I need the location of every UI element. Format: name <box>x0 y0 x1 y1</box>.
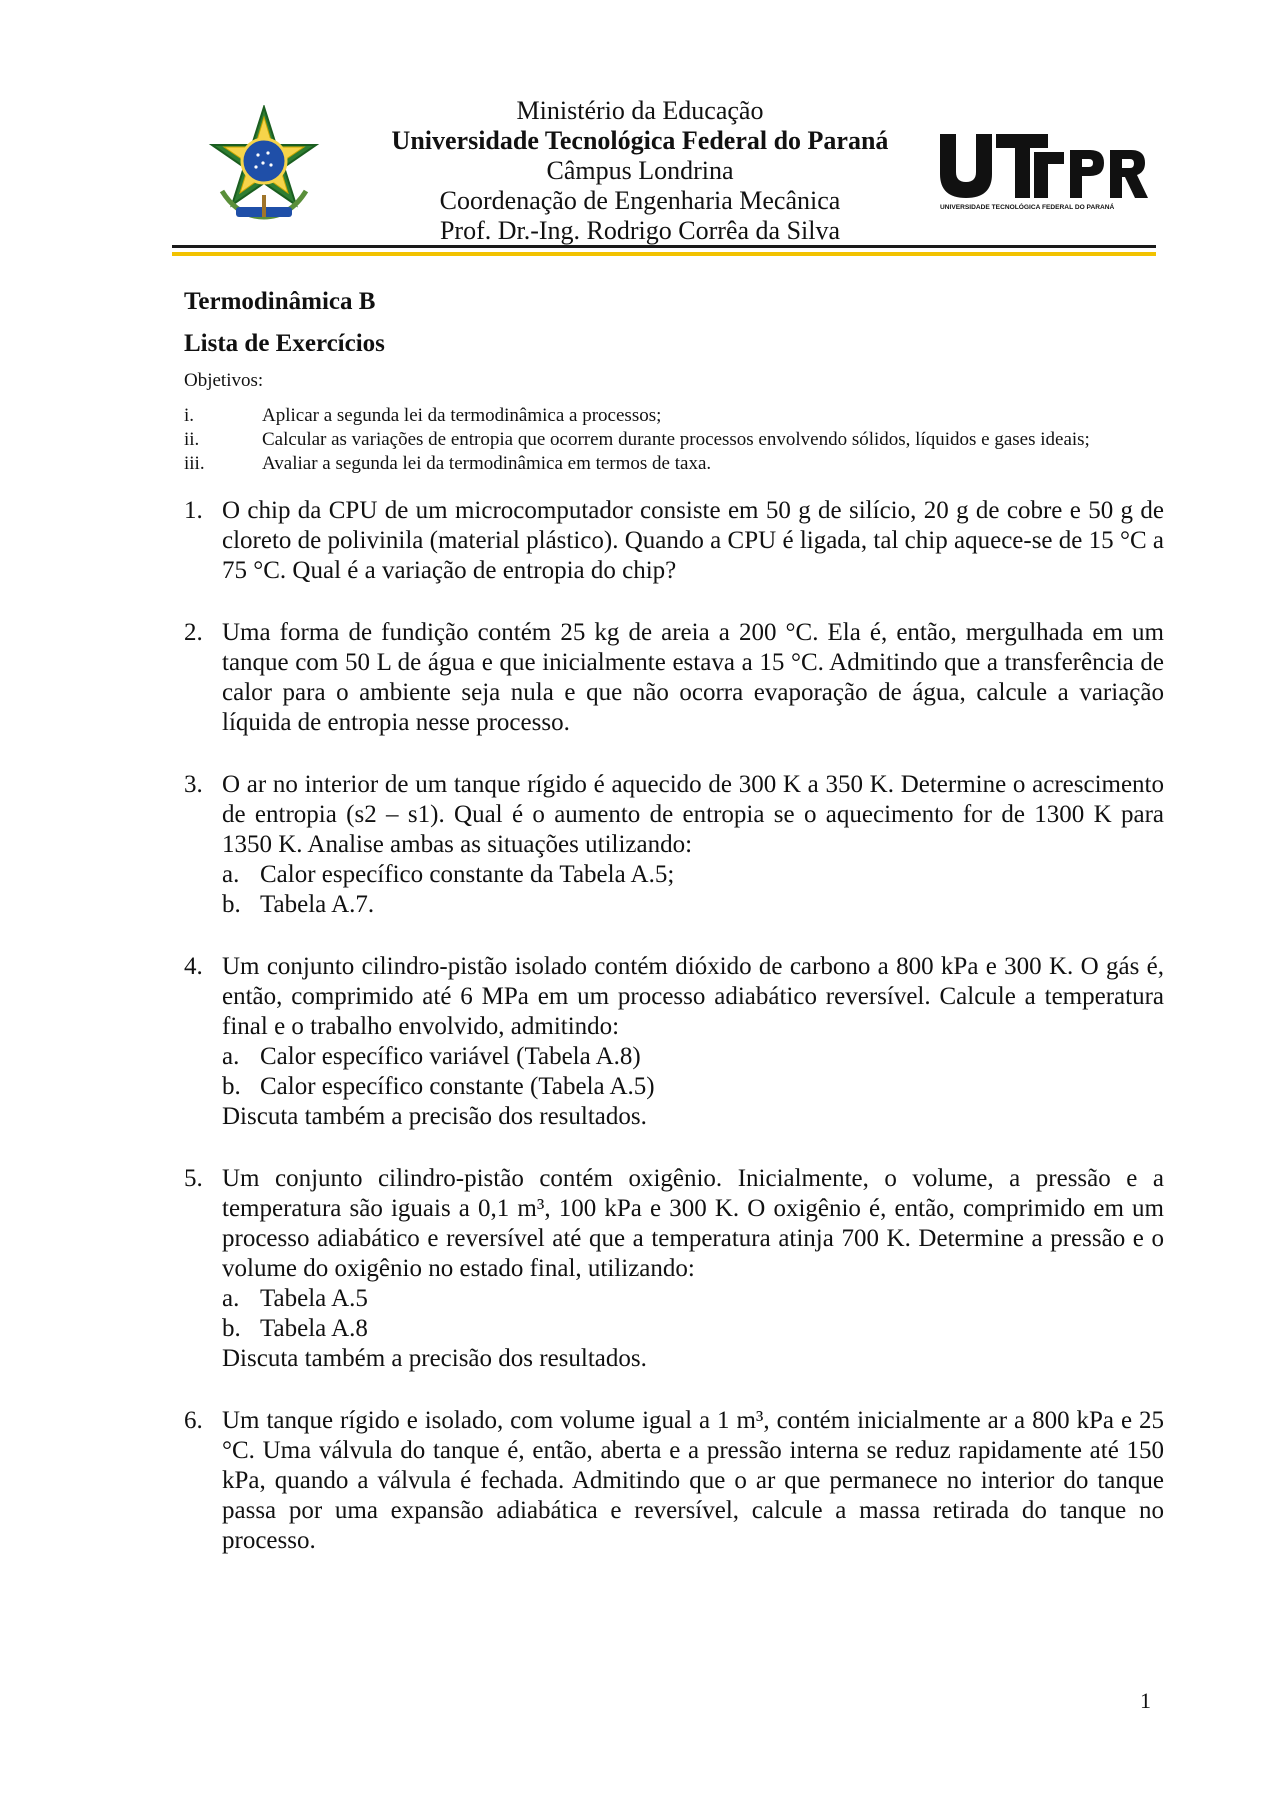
subitem-label: b. <box>222 1315 241 1342</box>
exercise-number: 3. <box>184 771 203 798</box>
exercise-item <box>184 618 1164 738</box>
utfpr-logo <box>938 128 1158 212</box>
document-body <box>184 288 1164 1588</box>
subitem-text: Tabela A.8 <box>260 1315 368 1342</box>
coordination-line: Coordenação de Engenharia Mecânica <box>439 186 841 215</box>
subitem-text: Tabela A.5 <box>260 1285 368 1312</box>
exercise-text: O ar no interior de um tanque rígido é aquecido de 300 K a 350 K. Determine o acrescimento de entropia (s2 – s1). Qual é o aumento de entropia se o aquecimento for de 1300 K para 1350 K. Analise ambas as situações utilizando: <box>222 771 1164 858</box>
svg-text:UNIVERSIDADE TECNOLÓGICA FEDER: UNIVERSIDADE TECNOLÓGICA FEDERAL DO PARANÁ <box>940 204 1115 211</box>
objective-number: ii. <box>184 429 200 450</box>
list-title: Lista de Exercícios <box>184 330 385 357</box>
exercise-item <box>184 770 1164 920</box>
campus-line: Câmpus Londrina <box>546 156 734 185</box>
header-rule-yellow <box>172 252 1156 256</box>
objective-number: iii. <box>184 453 205 474</box>
exercise-number: 5. <box>184 1165 203 1192</box>
objective-text: Avaliar a segunda lei da termodinâmica em termos de taxa. <box>262 453 712 474</box>
subitem-label: a. <box>222 861 240 888</box>
brazil-coat-of-arms-icon <box>208 105 320 225</box>
exercise-item <box>184 952 1164 1132</box>
exercise-text: O chip da CPU de um microcomputador consiste em 50 g de silício, 20 g de cobre e 50 g de cloreto de polivinila (material plástico). Quando a CPU é ligada, tal chip aquece-se de 15 °C a 75 °C. Qual é a variação de entropia do chip? <box>222 497 1164 584</box>
objective-item <box>184 404 1164 428</box>
exercise-subitem <box>222 860 1164 890</box>
university-line: Universidade Tecnológica Federal do Paraná <box>391 126 889 155</box>
objective-text: Calcular as variações de entropia que ocorrem durante processos envolvendo sólidos, líquidos e gases ideais; <box>262 429 1090 450</box>
course-title: Termodinâmica B <box>184 288 376 315</box>
objectives-label: Objetivos: <box>184 370 264 391</box>
objectives-list <box>184 404 1164 476</box>
subitem-label: a. <box>222 1285 240 1312</box>
exercise-number: 4. <box>184 953 203 980</box>
professor-line: Prof. Dr.-Ing. Rodrigo Corrêa da Silva <box>439 216 841 245</box>
ministry-line: Ministério da Educação <box>516 96 764 125</box>
subitem-text: Calor específico constante (Tabela A.5) <box>260 1073 655 1100</box>
page-header <box>0 0 1280 260</box>
exercise-text: Uma forma de fundição contém 25 kg de areia a 200 °C. Ela é, então, mergulhada em um tanque com 50 L de água e que inicialmente estava a 15 °C. Admitindo que a transferência de calor para o ambiente seja nula e que não ocorra evaporação de água, calcule a variação líquida de entropia nesse processo. <box>222 619 1164 736</box>
subitem-label: b. <box>222 891 241 918</box>
exercise-list <box>184 496 1164 1556</box>
exercise-number: 6. <box>184 1407 203 1434</box>
exercise-subitem <box>222 1284 1164 1314</box>
exercise-text: Um conjunto cilindro-pistão contém oxigênio. Inicialmente, o volume, a pressão e a temperatura são iguais a 0,1 m³, 100 kPa e 300 K. O oxigênio é, então, comprimido em um processo adiabático e reversível até que a temperatura atinja 700 K. Determine a pressão e o volume do oxigênio no estado final, utilizando: <box>222 1165 1164 1282</box>
subitem-label: b. <box>222 1073 241 1100</box>
exercise-subitem <box>222 1314 1164 1344</box>
exercise-text: Um conjunto cilindro-pistão isolado contém dióxido de carbono a 800 kPa e 300 K. O gás é, então, comprimido até 6 MPa em um processo adiabático reversível. Calcule a temperatura final e o trabalho envolvido, admitindo: <box>222 953 1164 1040</box>
subitem-text: Calor específico constante da Tabela A.5; <box>260 861 675 888</box>
exercise-footer: Discuta também a precisão dos resultados. <box>222 1103 647 1130</box>
page-number: 1 <box>1140 1688 1151 1713</box>
exercise-subitem <box>222 1042 1164 1072</box>
objective-item <box>184 428 1164 452</box>
subitem-text: Calor específico variável (Tabela A.8) <box>260 1043 641 1070</box>
exercise-item <box>184 1406 1164 1556</box>
header-rule-black <box>172 245 1156 248</box>
exercise-footer: Discuta também a precisão dos resultados. <box>222 1345 647 1372</box>
exercise-number: 2. <box>184 619 203 646</box>
objective-text: Aplicar a segunda lei da termodinâmica a processos; <box>262 405 662 426</box>
subitem-text: Tabela A.7. <box>260 891 375 918</box>
exercise-item <box>184 1164 1164 1374</box>
exercise-subitem <box>222 890 1164 920</box>
exercise-item <box>184 496 1164 586</box>
subitem-label: a. <box>222 1043 240 1070</box>
exercise-text: Um tanque rígido e isolado, com volume igual a 1 m³, contém inicialmente ar a 800 kPa e 25 °C. Uma válvula do tanque é, então, aberta e a pressão interna se reduz rapidamente até 150 kPa, quando a válvula é fechada. Admitindo que o ar que permanece no interior do tanque passa por uma expansão adiabática e reversível, calcule a massa retirada do tanque no processo. <box>222 1407 1164 1554</box>
exercise-subitem <box>222 1072 1164 1102</box>
exercise-number: 1. <box>184 497 203 524</box>
institution-header <box>330 96 950 246</box>
objective-item <box>184 452 1164 476</box>
objective-number: i. <box>184 405 195 426</box>
